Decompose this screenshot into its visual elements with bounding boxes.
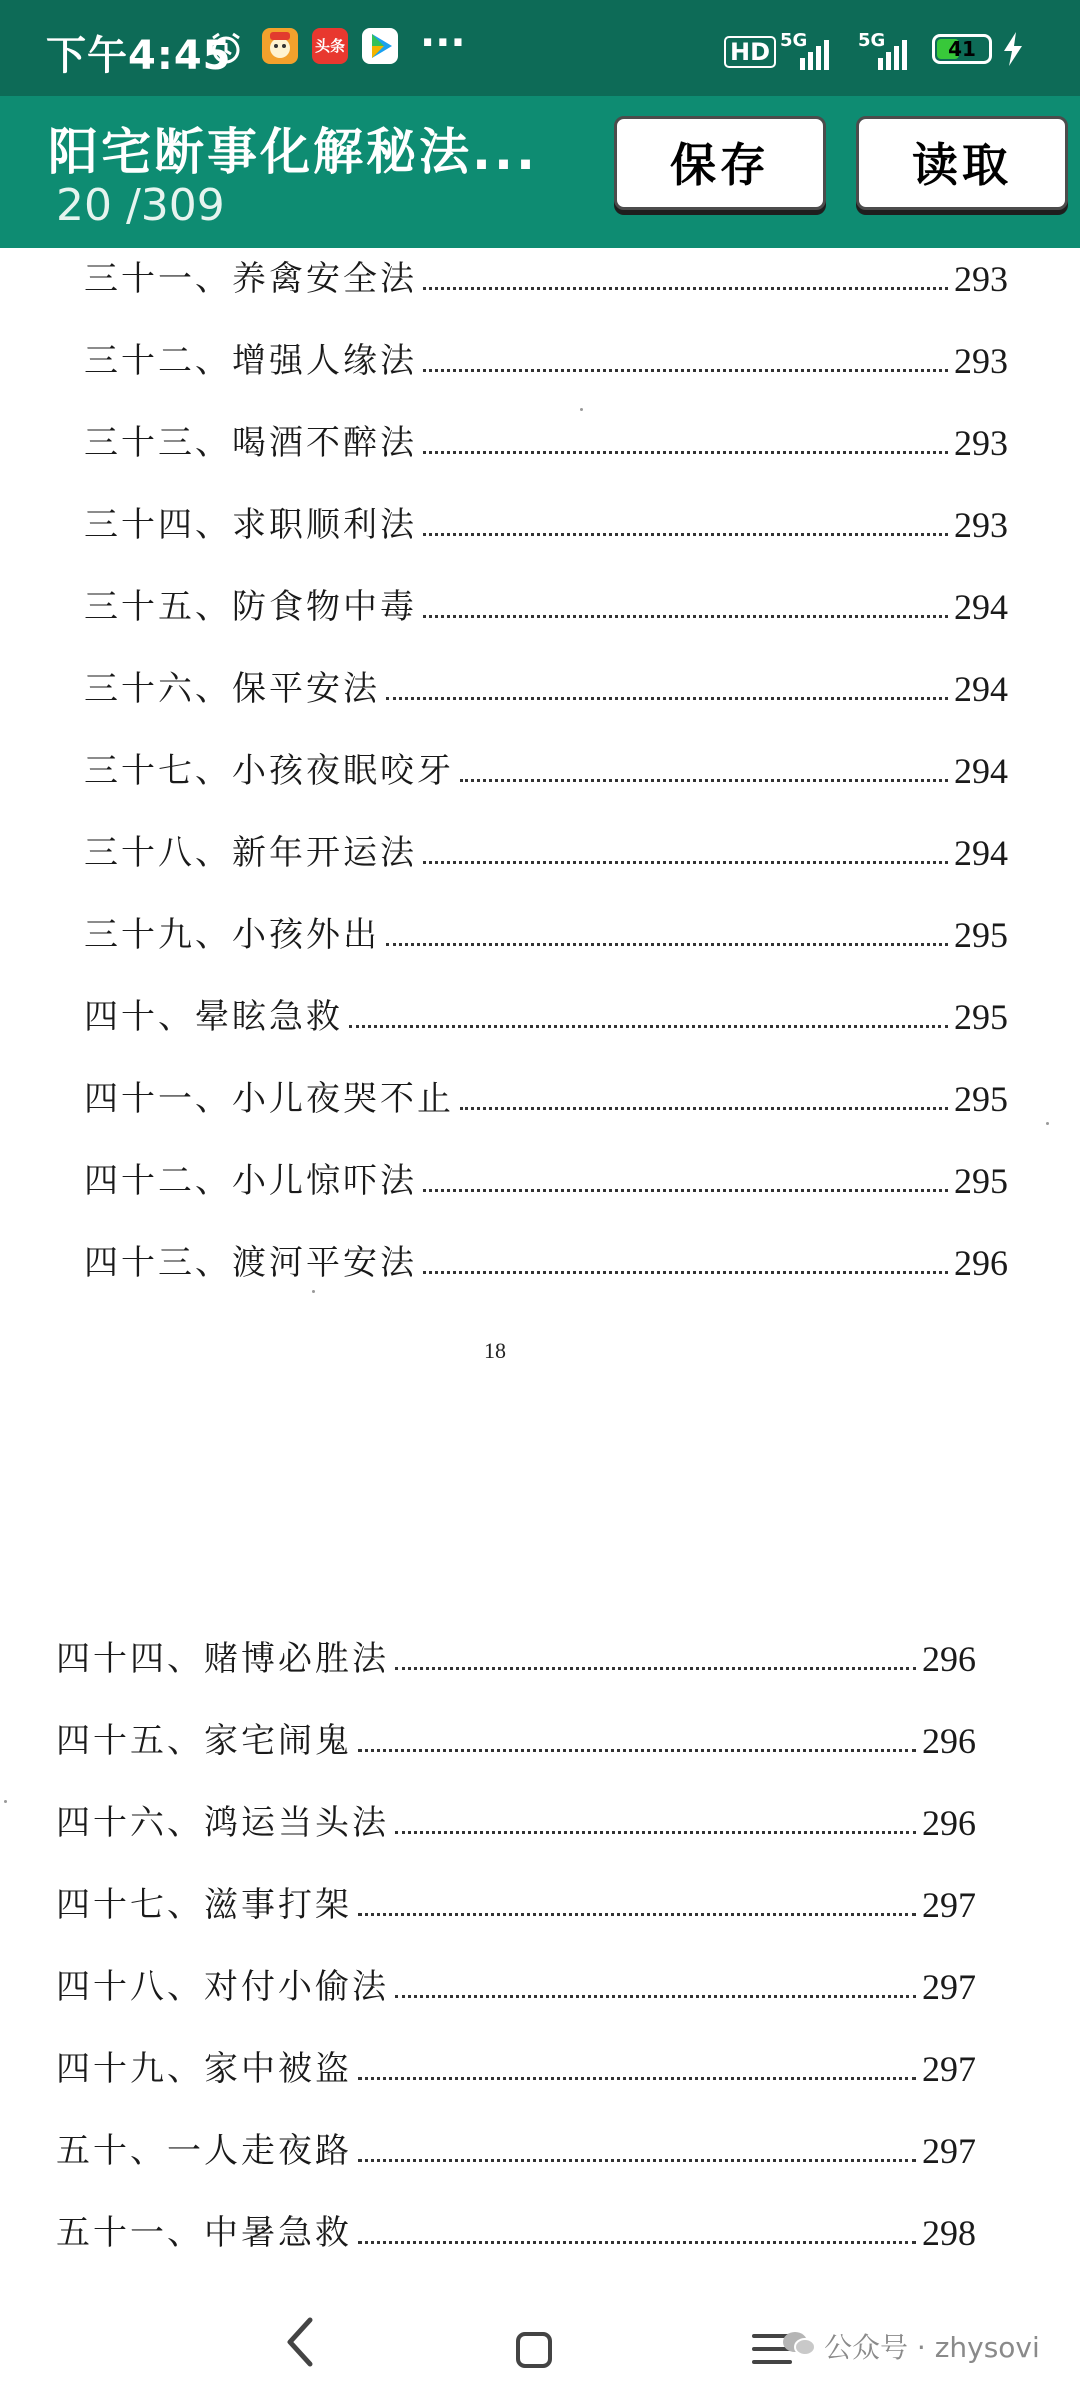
- toc-entry-title: 五十一、中暑急救: [56, 2213, 352, 2253]
- toc-leader-dots: [423, 451, 948, 454]
- toc-leader-dots: [358, 2159, 916, 2162]
- save-button[interactable]: 保存: [614, 116, 826, 210]
- toc-entry-title: 五十、一人走夜路: [56, 2131, 352, 2171]
- toc-entry-page: 293: [954, 259, 1008, 299]
- toc-leader-dots: [386, 697, 948, 700]
- toc-entry-page: 294: [954, 751, 1008, 791]
- toc-entry-page: 294: [954, 669, 1008, 709]
- toc-leader-dots: [386, 943, 948, 946]
- toc-entry-page: 294: [954, 833, 1008, 873]
- toc-entry-page: 295: [954, 997, 1008, 1037]
- toc-entry-title: 四十三、渡河平安法: [84, 1243, 417, 1283]
- toc-entry-page: 295: [954, 1079, 1008, 1119]
- toc-leader-dots: [423, 287, 948, 290]
- toc-leader-dots: [423, 1271, 948, 1274]
- toc-entry: [84, 896, 1008, 956]
- toc-entry: [56, 2194, 976, 2254]
- toc-entry: [84, 568, 1008, 628]
- signal-icon: [878, 36, 907, 70]
- toc-entry-page: 296: [922, 1721, 976, 1761]
- toc-entry-page: 297: [922, 1967, 976, 2007]
- scan-speck: [580, 408, 583, 411]
- toc-leader-dots: [358, 2077, 916, 2080]
- hd-voice-icon: HD: [724, 36, 776, 68]
- network-type-2: 5G: [858, 30, 886, 51]
- toc-entry: [84, 978, 1008, 1038]
- toc-entry: [56, 2030, 976, 2090]
- toc-leader-dots: [358, 1749, 916, 1752]
- toc-leader-dots: [358, 2241, 916, 2244]
- toc-entry-page: 296: [922, 1803, 976, 1843]
- scan-speck: [312, 1290, 315, 1293]
- toc-entry-page: 293: [954, 505, 1008, 545]
- toc-entry-title: 四十二、小儿惊吓法: [84, 1161, 417, 1201]
- document-title: 阳宅断事化解秘法...: [48, 123, 538, 181]
- toc-leader-dots: [395, 1667, 916, 1670]
- toc-entry-title: 四十一、小儿夜哭不止: [84, 1079, 454, 1119]
- toc-entry-title: 三十三、喝酒不醉法: [84, 423, 417, 463]
- game-app-icon: [262, 28, 298, 64]
- toc-entry-title: 四十、晕眩急救: [84, 997, 343, 1037]
- charging-icon: [1002, 32, 1024, 74]
- network-type-1: 5G: [780, 30, 808, 51]
- toc-entry-title: 三十八、新年开运法: [84, 833, 417, 873]
- toc-entry: [84, 322, 1008, 382]
- toc-entry-title: 四十七、滋事打架: [56, 1885, 352, 1925]
- toc-entry-title: 四十六、鸿运当头法: [56, 1803, 389, 1843]
- toc-entry-page: 295: [954, 915, 1008, 955]
- toc-entry-title: 三十二、增强人缘法: [84, 341, 417, 381]
- wechat-icon: [782, 2330, 816, 2358]
- toc-entry: [84, 404, 1008, 464]
- toc-entry-page: 293: [954, 341, 1008, 381]
- page-number: 18: [484, 1338, 506, 1363]
- toc-entry-title: 三十五、防食物中毒: [84, 587, 417, 627]
- toc-entry-page: 298: [922, 2213, 976, 2253]
- toc-entry-page: 296: [922, 1639, 976, 1679]
- toc-leader-dots: [423, 615, 948, 618]
- toutiao-icon: 头条: [312, 28, 348, 64]
- toc-entry: [84, 814, 1008, 874]
- toc-entry: [56, 1948, 976, 2008]
- play-icon: [362, 28, 398, 64]
- toc-entry-page: 294: [954, 587, 1008, 627]
- toc-entry-title: 四十四、赌博必胜法: [56, 1639, 389, 1679]
- toc-entry-title: 三十四、求职顺利法: [84, 505, 417, 545]
- toc-entry: [56, 1702, 976, 1762]
- toc-leader-dots: [460, 779, 948, 782]
- signal-icon: [800, 36, 829, 70]
- toc-leader-dots: [395, 1995, 916, 1998]
- toc-entry-page: 295: [954, 1161, 1008, 1201]
- toc-leader-dots: [358, 1913, 916, 1916]
- toc-entry-title: 四十五、家宅闹鬼: [56, 1721, 352, 1761]
- toc-leader-dots: [423, 533, 948, 536]
- toc-leader-dots: [349, 1025, 948, 1028]
- status-time: 下午4:45: [46, 33, 232, 79]
- toc-leader-dots: [423, 1189, 948, 1192]
- scan-speck: [4, 1800, 7, 1803]
- toc-entry: [84, 486, 1008, 546]
- toc-entry-title: 四十八、对付小偷法: [56, 1967, 389, 2007]
- toc-entry-title: 四十九、家中被盗: [56, 2049, 352, 2089]
- toc-leader-dots: [423, 861, 948, 864]
- scan-speck: [1046, 1122, 1049, 1125]
- toc-entry-title: 三十七、小孩夜眠咬牙: [84, 751, 454, 791]
- toc-entry-title: 三十六、保平安法: [84, 669, 380, 709]
- watermark-text: 公众号 · zhysovi: [824, 2331, 1040, 2364]
- toc-entry-page: 297: [922, 1885, 976, 1925]
- toc-entry-title: 三十九、小孩外出: [84, 915, 380, 955]
- alarm-icon: [208, 30, 244, 70]
- app-bar: [0, 96, 1080, 248]
- battery-icon: [932, 34, 992, 64]
- load-button[interactable]: 读取: [856, 116, 1068, 210]
- toc-entry-page: 297: [922, 2049, 976, 2089]
- more-notifications-icon: ···: [420, 20, 466, 66]
- toc-entry: [56, 1620, 976, 1680]
- toc-leader-dots: [460, 1107, 948, 1110]
- toc-leader-dots: [395, 1831, 916, 1834]
- toc-entry: [56, 1866, 976, 1926]
- toc-leader-dots: [423, 369, 948, 372]
- home-icon[interactable]: [516, 2332, 552, 2368]
- toc-entry: [56, 2112, 976, 2172]
- toc-entry-page: 293: [954, 423, 1008, 463]
- toc-entry: [84, 732, 1008, 792]
- toc-entry: [84, 1060, 1008, 1120]
- toc-entry-title: 三十一、养禽安全法: [84, 259, 417, 299]
- toc-entry: [84, 650, 1008, 710]
- toc-entry: [56, 1784, 976, 1844]
- toc-entry-page: 297: [922, 2131, 976, 2171]
- toc-entry: [84, 1142, 1008, 1202]
- status-bar: [0, 0, 1080, 96]
- toc-entry: [84, 240, 1008, 300]
- navigation-bar: [0, 2290, 1080, 2400]
- page-indicator: 20 /309: [56, 180, 225, 231]
- toc-entry: [84, 1224, 1008, 1284]
- toc-entry-page: 296: [954, 1243, 1008, 1283]
- back-icon[interactable]: [280, 2312, 320, 2382]
- battery-level: 41: [948, 37, 976, 61]
